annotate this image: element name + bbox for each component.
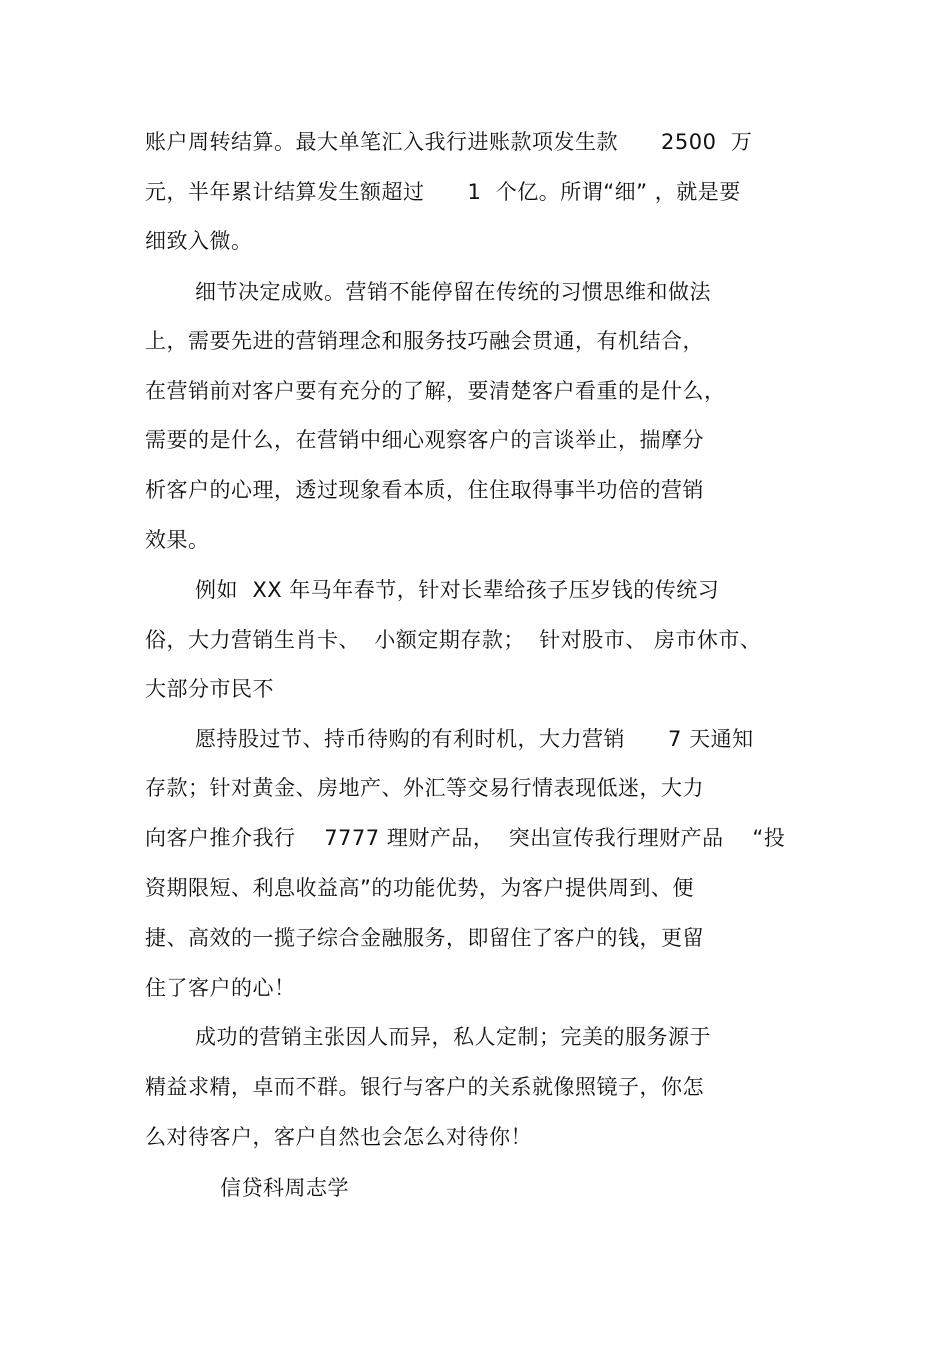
text-line: 在营销前对客户要有充分的了解，要清楚客户看重的是什么， <box>145 379 726 403</box>
text-line: 捷、高效的一揽子综合金融服务，即留住了客户的钱，更留 <box>145 926 704 950</box>
text-line: 住了客户的心！ <box>145 976 296 1000</box>
paragraph-start-line: 成功的营销主张因人而异，私人定制；完美的服务源于 <box>195 1025 711 1049</box>
text-line: 效果。 <box>145 528 210 552</box>
text-line: 账户周转结算。最大单笔汇入我行进账款项发生款 2500 万 <box>145 130 753 154</box>
text-line: 析客户的心理，透过现象看本质，住住取得事半功倍的营销 <box>145 478 704 502</box>
text-line: 俗，大力营销生肖卡、 小额定期存款； 针对股市、 房市休市、 <box>145 628 762 652</box>
paragraph-start-line: 细节决定成败。营销不能停留在传统的习惯思维和做法 <box>195 280 711 304</box>
text-line: 存款；针对黄金、房地产、外汇等交易行情表现低迷，大力 <box>145 776 704 800</box>
text-line: 大部分市民不 <box>145 677 274 701</box>
paragraph-start-line: 例如 XX 年马年春节，针对长辈给孩子压岁钱的传统习 <box>195 578 720 602</box>
text-line: 资期限短、利息收益高”的功能优势，为客户提供周到、便 <box>145 876 694 900</box>
text-line: 么对待客户，客户自然也会怎么对待你！ <box>145 1125 532 1149</box>
text-line: 精益求精，卓而不群。银行与客户的关系就像照镜子，你怎 <box>145 1075 704 1099</box>
text-line: 上，需要先进的营销理念和服务技巧融会贯通，有机结合， <box>145 329 704 353</box>
paragraph-start-line: 愿持股过节、持币待购的有利时机，大力营销 7 天通知 <box>195 727 754 751</box>
author-signature: 信贷科周志学 <box>220 1176 349 1200</box>
text-line: 细致入微。 <box>145 229 253 253</box>
text-line: 需要的是什么，在营销中细心观察客户的言谈举止，揣摩分 <box>145 428 704 452</box>
text-line: 向客户推介我行 7777 理财产品， 突出宣传我行理财产品 “投 <box>145 826 786 850</box>
text-line: 元，半年累计结算发生额超过 1 个亿。所谓“细” ，就是要 <box>145 180 741 204</box>
